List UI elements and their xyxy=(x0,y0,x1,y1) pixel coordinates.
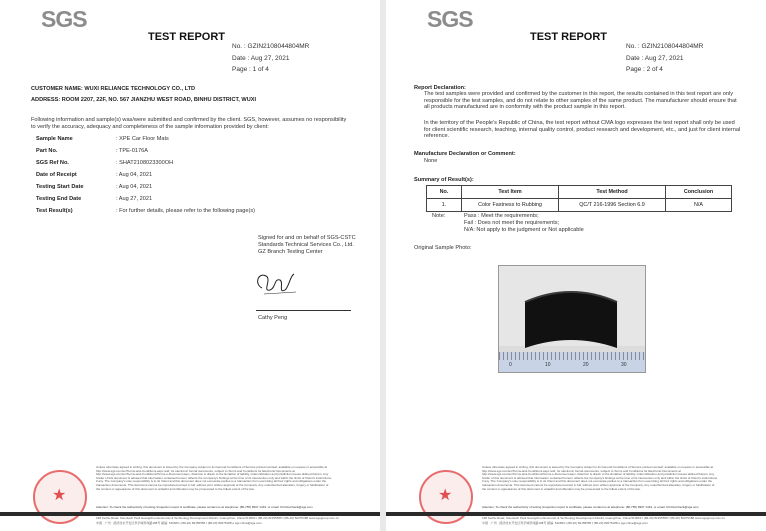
footer-address-cn: 中国 · 广州 · 经济技术开发区科学城科珠路198号 邮编: 510663 t (86-20) 82155555 f (86-20) 82075188 e sgs.china@sgs.com xyxy=(482,521,648,525)
footer-terms: Unless otherwise agreed in writing, this document is issued by the Company subject to its General Conditions of Service printed overleaf, available on request or accessible at http://www.sgs.com/en/Terms-and-Conditions.aspx and, for electronic format documents, subject to Terms and Conditions for Electronic Documents at http://www.sgs.com/en/Terms-and-Conditions/Terms-e-Document.aspx. Attention is drawn to the limitation of liability, indemnification and jurisdiction issues defined therein. Any holder of this document is advised that information contained hereon reflects the Company's findings at the time of its intervention only and within the limits of Client's instructions, if any. The Company's sole responsibility is to its Client and this document does not exonerate parties to a transaction from exercising all their rights and obligations under the transaction documents. This document cannot be reproduced except in full, without prior written approval of the Company. Any unauthorized alteration, forgery or falsification of the content or appearance of this document is unlawful and offenders may be prosecuted to the fullest extent of the law. xyxy=(96,465,332,491)
info-label: Part No. xyxy=(36,148,58,154)
signer-name: Cathy Peng xyxy=(258,315,288,321)
note-label: Note: xyxy=(432,213,446,219)
page-number: Page : 2 of 4 xyxy=(626,66,663,73)
table-row xyxy=(427,199,732,212)
info-row xyxy=(36,148,366,160)
report-title: TEST REPORT xyxy=(148,31,226,43)
info-value: : For further details, please refer to the following page(s) xyxy=(116,208,255,214)
info-row xyxy=(36,196,366,208)
column-header: No. xyxy=(427,186,462,199)
footer-attention: Attention: To check the authenticity of testing /inspection report & certificate, please contact us at telephone: (86-755) 8307 1443, or email: CN.Doccheck@sgs.com xyxy=(482,505,699,509)
declaration-title: Report Declaration: xyxy=(414,85,466,91)
column-header: Test Item xyxy=(462,186,559,199)
signature-line xyxy=(256,310,351,311)
star-icon: ★ xyxy=(438,487,453,504)
ruler-label: 0 xyxy=(509,362,512,368)
note-line: Fail : Does not meet the requirements; xyxy=(464,220,560,226)
info-value: : SHAT2108023300OH xyxy=(116,160,174,166)
signature-graphic xyxy=(252,268,302,298)
customer-address: ADDRESS: ROOM 2207, 22F, NO. 567 JIANZHU WEST ROAD, BINHU DISTRICT, WUXI xyxy=(31,97,257,103)
info-row xyxy=(36,160,366,172)
info-value: : TPE-0176A xyxy=(116,148,148,154)
ruler-label: 20 xyxy=(583,362,589,368)
summary-title: Summary of Result(s): xyxy=(414,177,474,183)
declaration-text-1: The test samples were provided and confirmed by the customer in this report, the results contained in this test report are only responsible for the test samples, and do not relate to other samples of the same product. The manufacturer should ensure that all products manufactured are in conformity with the product sample in this report. xyxy=(424,91,737,111)
report-title: TEST REPORT xyxy=(530,31,608,43)
note-line: N/A: Not apply to the judgment or Not applicable xyxy=(464,227,584,233)
declaration-text-2: In the territory of the People's Republic of China, the test report without CMA logo expresses the test report shall only be used for client scientific research, teaching, internal quality control, product research and development, etc., and just for client internal reference. xyxy=(424,120,741,140)
report-number: No. : GZIN2108044804MR xyxy=(232,43,310,50)
info-label: Testing Start Date xyxy=(36,184,84,190)
footer-address-en: 198 Kezhu Road, Scientech Park Guangzhou Economic & Technology Development District, Guangzhou, China 510663 t (86-20) 82155555 f (86-20) 82075188 www.sgsgroup.com.cn xyxy=(96,516,339,520)
report-date: Date : Aug 27, 2021 xyxy=(232,55,290,62)
table-cell: Color Fastness to Rubbing xyxy=(462,199,559,212)
note-line: Pass : Meet the requirements; xyxy=(464,213,539,219)
page-number: Page : 1 of 4 xyxy=(232,66,269,73)
manufacture-value: None xyxy=(424,158,438,164)
column-header: Conclusion xyxy=(666,186,732,199)
ruler-ticks xyxy=(499,352,645,360)
table-cell: QC/T 216-1996 Section 6.9 xyxy=(559,199,666,212)
table-header-row xyxy=(427,186,732,199)
report-page-2 xyxy=(386,0,766,531)
info-value: : XPE Car Floor Mats xyxy=(116,136,169,142)
sample-photo xyxy=(498,265,646,373)
info-value: : Aug 04, 2021 xyxy=(116,184,153,190)
info-row xyxy=(36,136,366,148)
info-label: Test Result(s) xyxy=(36,208,73,214)
info-label: Date of Receipt xyxy=(36,172,77,178)
sgs-logo: SGS xyxy=(41,6,87,32)
table-cell: N/A xyxy=(666,199,732,212)
report-page-1 xyxy=(0,0,380,531)
report-number: No. : GZIN2108044804MR xyxy=(626,43,704,50)
sample-info-list xyxy=(36,136,366,220)
info-label: Sample Name xyxy=(36,136,73,142)
column-header: Test Method xyxy=(559,186,666,199)
info-row xyxy=(36,208,366,220)
table-cell: 1. xyxy=(427,199,462,212)
footer-attention: Attention: To check the authenticity of testing /inspection report & certificate, please contact us at telephone: (86-755) 8307 1443, or email: CN.Doccheck@sgs.com xyxy=(96,505,313,509)
manufacture-title: Manufacture Declaration or Comment: xyxy=(414,151,516,157)
info-label: SGS Ref No. xyxy=(36,160,69,166)
sample-mat-image xyxy=(511,284,631,354)
ruler-label: 30 xyxy=(621,362,627,368)
customer-name: CUSTOMER NAME: WUXI RELIANCE TECHNOLOGY CO., LTD xyxy=(31,86,196,92)
info-label: Testing End Date xyxy=(36,196,82,202)
footer-address-en: 198 Kezhu Road, Scientech Park Guangzhou Economic & Technology Development District, Guangzhou, China 510663 t (86-20) 82155555 f (86-20) 82075188 www.sgsgroup.com.cn xyxy=(482,516,725,520)
sgs-logo: SGS xyxy=(427,6,473,32)
info-value: : Aug 27, 2021 xyxy=(116,196,153,202)
ruler-label: 10 xyxy=(545,362,551,368)
report-date: Date : Aug 27, 2021 xyxy=(626,55,684,62)
summary-table xyxy=(426,185,732,212)
star-icon: ★ xyxy=(52,487,67,504)
info-row xyxy=(36,184,366,196)
photo-title: Original Sample Photo: xyxy=(414,245,472,251)
footer-address-cn: 中国 · 广州 · 经济技术开发区科学城科珠路198号 邮编: 510663 t (86-20) 82155555 f (86-20) 82075188 e sgs.china@sgs.com xyxy=(96,521,262,525)
info-row xyxy=(36,172,366,184)
footer-terms: Unless otherwise agreed in writing, this document is issued by the Company subject to its General Conditions of Service printed overleaf, available on request or accessible at http://www.sgs.com/en/Terms-and-Conditions.aspx and, for electronic format documents, subject to Terms and Conditions for Electronic Documents at http://www.sgs.com/en/Terms-and-Conditions/Terms-e-Document.aspx. Attention is drawn to the limitation of liability, indemnification and jurisdiction issues defined therein. Any holder of this document is advised that information contained hereon reflects the Company's findings at the time of its intervention only and within the limits of Client's instructions, if any. The Company's sole responsibility is to its Client and this document does not exonerate parties to a transaction from exercising all their rights and obligations under the transaction documents. This document cannot be reproduced except in full, without prior written approval of the Company. Any unauthorized alteration, forgery or falsification of the content or appearance of this document is unlawful and offenders may be prosecuted to the fullest extent of the law. xyxy=(482,465,718,491)
info-value: : Aug 04, 2021 xyxy=(116,172,153,178)
intro-text: Following information and sample(s) was/were submitted and confirmed by the client. SGS, however, assumes no responsibility to verify the accuracy, adequacy and completeness of the sample information provided by client: xyxy=(31,117,347,130)
signed-on-behalf: Signed for and on behalf of SGS-CSTC Standards Technical Services Co., Ltd. GZ Branch Testing Center xyxy=(258,235,356,255)
